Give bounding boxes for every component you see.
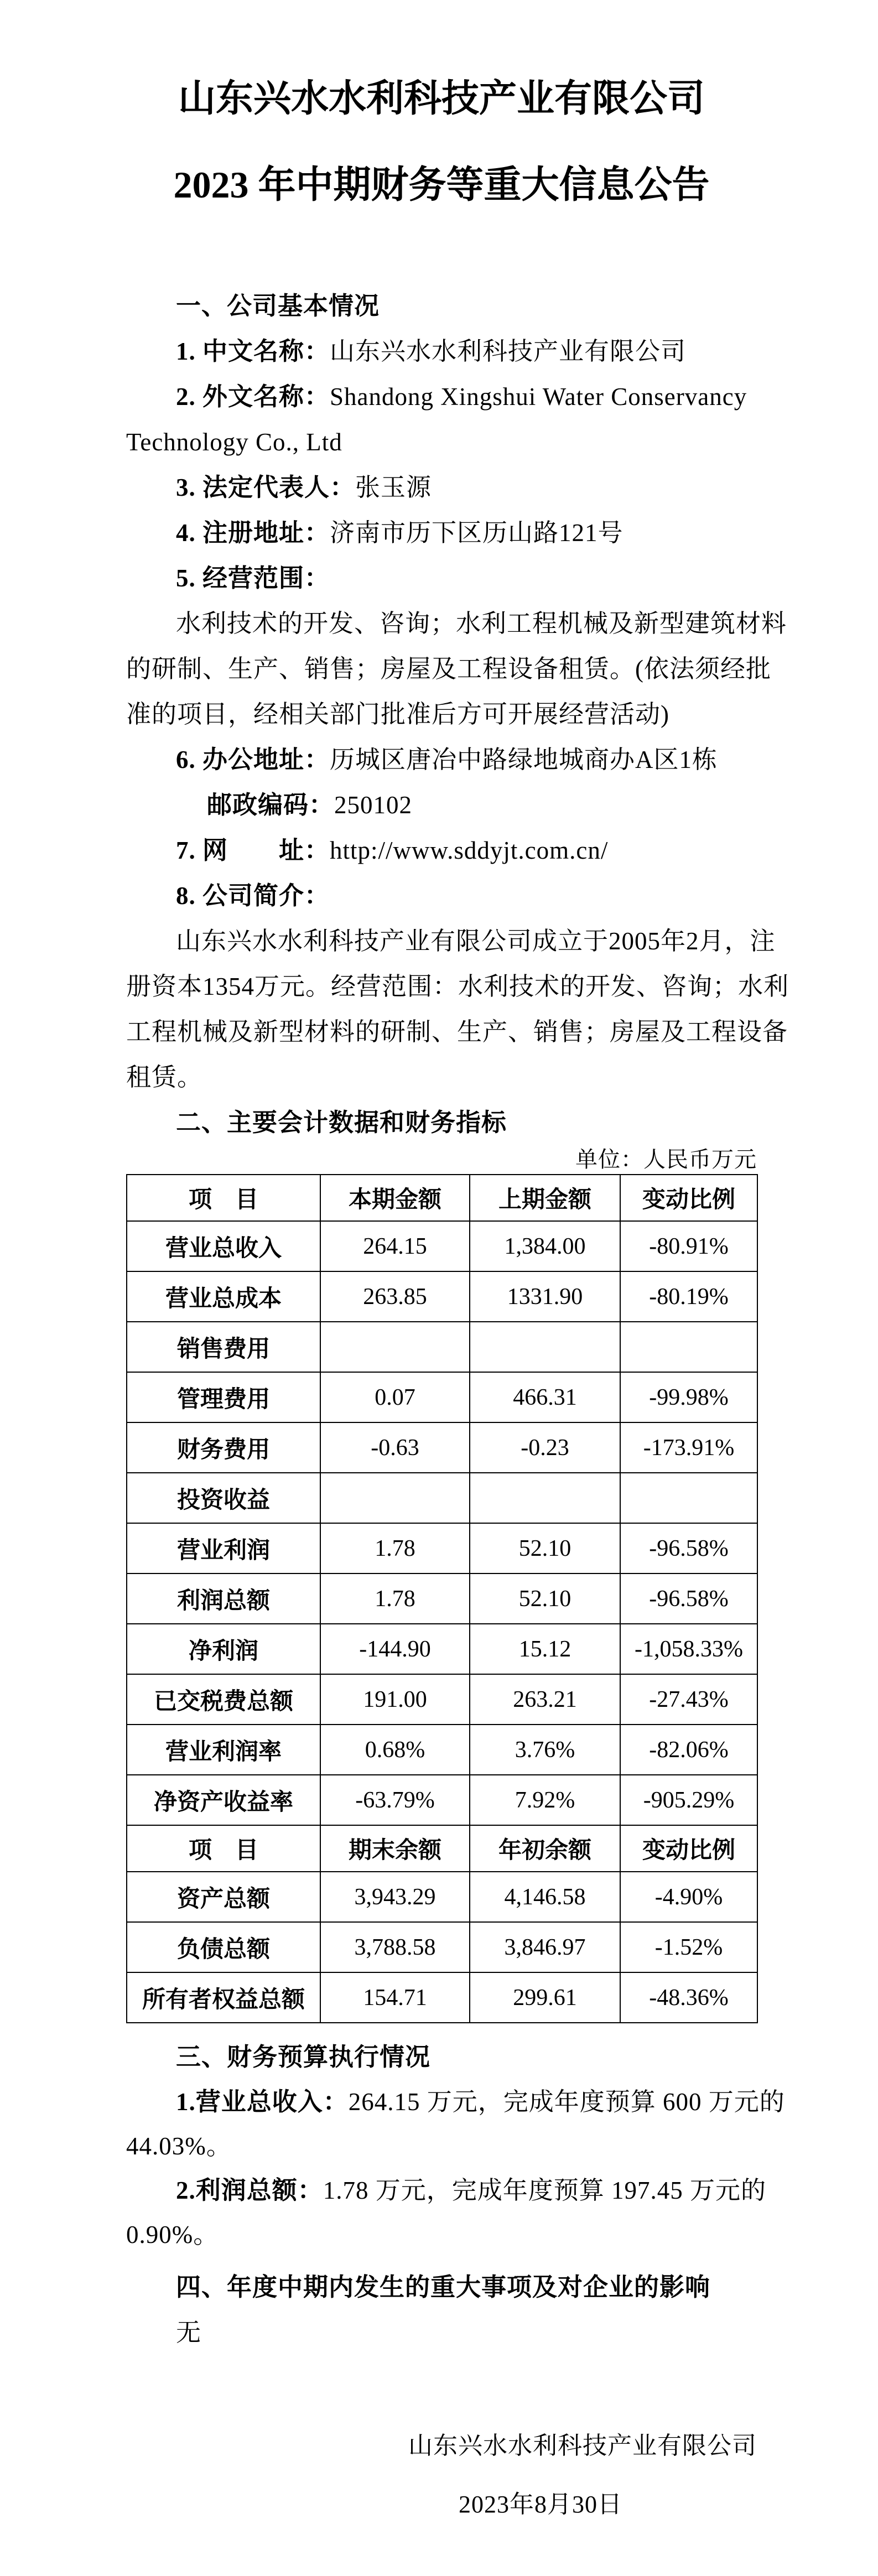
cell-item: 营业利润: [127, 1523, 320, 1573]
cell-item: 项 目: [127, 1825, 320, 1872]
item-chinese-name-value: 山东兴水水利科技产业有限公司: [330, 337, 687, 365]
cell-current: 1.78: [320, 1573, 470, 1624]
cell-item: 负债总额: [127, 1922, 320, 1972]
item-legal-rep-value: 张玉源: [355, 474, 432, 501]
item-legal-rep: [126, 465, 757, 510]
doc-title-line1: 山东兴水水利科技产业有限公司: [178, 77, 705, 120]
cell-beginning-balance: 年初余额: [470, 1825, 620, 1872]
cell-change: 变动比例: [620, 1175, 757, 1221]
unit-note: 单位：人民币万元: [575, 1147, 757, 1172]
profile-line-1: 山东兴水水利科技产业有限公司成立于2005年2月，注: [176, 927, 776, 955]
doc-title-line2: 2023 年中期财务等重大信息公告: [173, 164, 710, 206]
cell-item: 资产总额: [127, 1872, 320, 1922]
cell-change: [620, 1322, 757, 1372]
item-postal-code-value: 250102: [334, 791, 413, 819]
cell-current: 1.78: [320, 1523, 470, 1573]
item-foreign-name-label: 2. 外文名称：: [176, 383, 330, 411]
item-website-label: 7. 网 址：: [176, 837, 330, 864]
cell-change: -27.43%: [620, 1674, 757, 1725]
table-header-row: [127, 1825, 757, 1872]
cell-prior: 52.10: [470, 1523, 620, 1573]
cell-prior: 52.10: [470, 1573, 620, 1624]
budget-profit-wrap: 0.90%。: [126, 2221, 219, 2248]
item-registered-address: [126, 510, 757, 555]
cell-item: 财务费用: [127, 1422, 320, 1473]
cell-prior: 263.21: [470, 1674, 620, 1725]
cell-prior: -0.23: [470, 1422, 620, 1473]
item-chinese-name-label: 1. 中文名称：: [176, 337, 330, 365]
cell-item: 利润总额: [127, 1573, 320, 1624]
section1-heading: 一、公司基本情况: [176, 292, 380, 320]
budget-revenue-text: 264.15 万元，完成年度预算 600 万元的: [348, 2088, 785, 2116]
item-office-address-value: 历城区唐冶中路绿地城商办A区1栋: [330, 746, 718, 773]
cell-prior: [470, 1473, 620, 1523]
cell-change: -1.52%: [620, 1922, 757, 1972]
cell-prior: 上期金额: [470, 1175, 620, 1221]
item-website: [126, 828, 757, 873]
cell-item: 营业总成本: [127, 1271, 320, 1322]
item-postal-code-label: 邮政编码：: [207, 791, 335, 819]
cell-current: 264.15: [320, 1221, 470, 1271]
item-business-scope: [126, 555, 757, 601]
cell-current: -144.90: [320, 1624, 470, 1674]
item-postal-code: [126, 782, 757, 828]
cell-item: 净利润: [127, 1624, 320, 1674]
table-row: [127, 1872, 757, 1922]
cell-ending-balance: 154.71: [320, 1972, 470, 2023]
item-office-address-label: 6. 办公地址：: [176, 746, 330, 773]
table-row: [127, 1725, 757, 1775]
table-row: [127, 1221, 757, 1271]
cell-current: 263.85: [320, 1271, 470, 1322]
cell-change: -80.91%: [620, 1221, 757, 1271]
cell-change: -48.36%: [620, 1972, 757, 2023]
cell-current: [320, 1473, 470, 1523]
cell-ending-balance: 期末余额: [320, 1825, 470, 1872]
cell-item: 净资产收益率: [127, 1775, 320, 1825]
section3-heading: 三、财务预算执行情况: [176, 2043, 431, 2071]
cell-prior: [470, 1322, 620, 1372]
cell-item: 项 目: [127, 1175, 320, 1221]
item-website-value: http://www.sddyjt.com.cn/: [330, 837, 609, 864]
item-foreign-name: [126, 374, 757, 419]
cell-prior: 7.92%: [470, 1775, 620, 1825]
cell-item: 投资收益: [127, 1473, 320, 1523]
cell-beginning-balance: 299.61: [470, 1972, 620, 2023]
table-row: [127, 1422, 757, 1473]
table-row: [127, 1624, 757, 1674]
cell-change: -99.98%: [620, 1372, 757, 1422]
cell-current: 本期金额: [320, 1175, 470, 1221]
table-row: [127, 1674, 757, 1725]
cell-current: -0.63: [320, 1422, 470, 1473]
item-company-profile: [126, 873, 757, 918]
cell-change: -96.58%: [620, 1573, 757, 1624]
table-header-row: [127, 1175, 757, 1221]
item-business-scope-label: 5. 经营范围：: [176, 564, 330, 592]
scope-line-2: 的研制、生产、销售；房屋及工程设备租赁。(依法须经批: [126, 655, 771, 683]
item-legal-rep-label: 3. 法定代表人：: [176, 474, 356, 501]
budget-revenue-wrap: 44.03%。: [126, 2132, 232, 2160]
item-company-profile-label: 8. 公司简介：: [176, 882, 330, 910]
cell-item: 销售费用: [127, 1322, 320, 1372]
cell-prior: 1,384.00: [470, 1221, 620, 1271]
table-row: [127, 1922, 757, 1972]
budget-profit-label: 2.利润总额：: [176, 2177, 323, 2204]
cell-ending-balance: 3,943.29: [320, 1872, 470, 1922]
section4-heading: 四、年度中期内发生的重大事项及对企业的影响: [176, 2273, 711, 2301]
cell-prior: 1331.90: [470, 1271, 620, 1322]
footer-company: 山东兴水水利科技产业有限公司: [408, 2432, 757, 2459]
table-row: [127, 1523, 757, 1573]
table-row: [127, 1473, 757, 1523]
cell-change: -82.06%: [620, 1725, 757, 1775]
item-chinese-name: [126, 329, 757, 374]
cell-prior: 15.12: [470, 1624, 620, 1674]
cell-item: 已交税费总额: [127, 1674, 320, 1725]
item-foreign-name-wrap: Technology Co., Ltd: [126, 428, 342, 456]
budget-revenue-line: [126, 2080, 785, 2124]
cell-beginning-balance: 4,146.58: [470, 1872, 620, 1922]
cell-current: 0.68%: [320, 1725, 470, 1775]
table-row: [127, 1271, 757, 1322]
table-row: [127, 1775, 757, 1825]
cell-item: 管理费用: [127, 1372, 320, 1422]
cell-beginning-balance: 3,846.97: [470, 1922, 620, 1972]
table-row: [127, 1322, 757, 1372]
cell-change: -4.90%: [620, 1872, 757, 1922]
item-registered-address-label: 4. 注册地址：: [176, 519, 330, 547]
cell-change: -80.19%: [620, 1271, 757, 1322]
cell-item: 营业利润率: [127, 1725, 320, 1775]
cell-item: 所有者权益总额: [127, 1972, 320, 2023]
footer-date: 2023年8月30日: [459, 2491, 622, 2518]
cell-change: -1,058.33%: [620, 1624, 757, 1674]
item-registered-address-value: 济南市历下区历山路121号: [330, 519, 624, 547]
budget-profit-line: [126, 2168, 767, 2213]
item-foreign-name-value: Shandong Xingshui Water Conservancy: [330, 383, 747, 411]
cell-current: 0.07: [320, 1372, 470, 1422]
cell-change: [620, 1473, 757, 1523]
profile-line-2: 册资本1354万元。经营范围：水利技术的开发、咨询；水利: [126, 973, 789, 1000]
cell-prior: 466.31: [470, 1372, 620, 1422]
cell-change: -173.91%: [620, 1422, 757, 1473]
budget-profit-text: 1.78 万元，完成年度预算 197.45 万元的: [323, 2177, 767, 2204]
profile-line-4: 租赁。: [126, 1063, 203, 1091]
cell-prior: 3.76%: [470, 1725, 620, 1775]
item-office-address: [126, 737, 757, 782]
cell-item: 营业总收入: [127, 1221, 320, 1271]
cell-current: -63.79%: [320, 1775, 470, 1825]
profile-line-3: 工程机械及新型材料的研制、生产、销售；房屋及工程设备: [126, 1018, 788, 1046]
cell-ending-balance: 3,788.58: [320, 1922, 470, 1972]
table-row: [127, 1972, 757, 2023]
cell-current: 191.00: [320, 1674, 470, 1725]
cell-current: [320, 1322, 470, 1372]
section2-heading: 二、主要会计数据和财务指标: [176, 1109, 507, 1136]
financial-table: [126, 1174, 758, 2023]
section4-content: 无: [176, 2319, 202, 2346]
cell-change: 变动比例: [620, 1825, 757, 1872]
scope-line-1: 水利技术的开发、咨询；水利工程机械及新型建筑材料: [176, 610, 787, 637]
scope-line-3: 准的项目，经相关部门批准后方可开展经营活动): [126, 700, 669, 728]
budget-revenue-label: 1.营业总收入：: [176, 2088, 349, 2116]
table-row: [127, 1372, 757, 1422]
cell-change: -96.58%: [620, 1523, 757, 1573]
cell-change: -905.29%: [620, 1775, 757, 1825]
table-row: [127, 1573, 757, 1624]
